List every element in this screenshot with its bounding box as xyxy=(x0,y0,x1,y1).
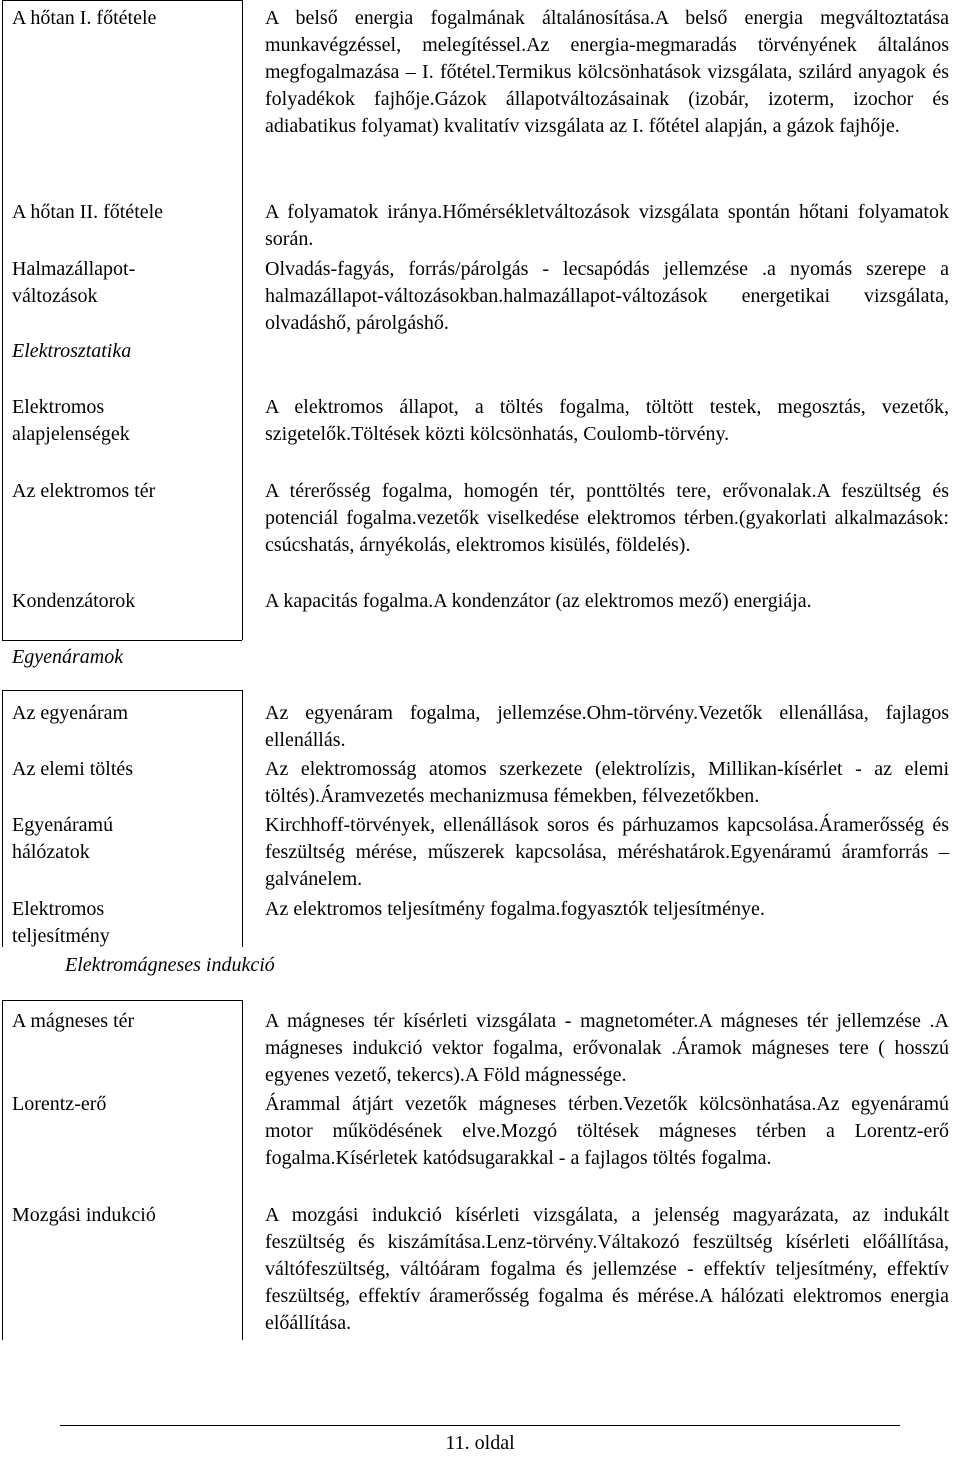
row-label: Az elektromos tér xyxy=(12,480,156,502)
row-text: A belső energia fogalmának általánosítása.A belső energia megváltoztatása munkavégzéssel, melegítéssel.Az energia-megmaradás törvényének általános megfogalmazása – I. főtétel.Termikus kölcsönhatások vizsgálata, szilárd anyagok és folyadékok fajhője.Gázok állapotváltozásainak (izobár, izoterm, izochor és adiabatikus folyamat) kvalitatív vizsgálata az I. főtétel alapján, a gázok fajhője. xyxy=(265,7,949,137)
table-section-top xyxy=(2,690,242,691)
row-text: A mágneses tér kísérleti vizsgálata - magnetométer.A mágneses tér jellemzése .A mágneses indukció vektor fogalma, erővonalak .Áramok mágneses tere ( hosszú egyenes vezető, tekercs).A Föld mágnessége. xyxy=(265,1010,949,1086)
table-bottom-border xyxy=(2,640,242,641)
section-heading: Egyenáramok xyxy=(12,646,124,668)
row-label: Lorentz-erő xyxy=(12,1093,107,1115)
row-text: A mozgási indukció kísérleti vizsgálata, a jelenség magyarázata, az indukált feszültség és kiszámítása.Lenz-törvény.Váltakozó feszültség kísérleti előállítása, váltófeszültség, váltóáram fogalma és jellemzése - effektív teljesítmény, effektív feszültség, effektív áramerősség fogalma és mérése.A hálózati elektromos energia előállítása. xyxy=(265,1204,949,1334)
table-section-top-3 xyxy=(2,1000,242,1001)
row-label: Kondenzátorok xyxy=(12,590,136,612)
row-text: Az elektromos teljesítmény fogalma.fogyasztók teljesítménye. xyxy=(265,898,765,920)
row-text: A térerősség fogalma, homogén tér, ponttöltés tere, erővonalak.A feszültség és potenciál fogalma.vezetők viselkedése elektromos térben.(gyakorlati alkalmazások: csúcshatás, árnyékolás, elektromos kisülés, földelés). xyxy=(265,480,949,556)
row-text: A elektromos állapot, a töltés fogalma, töltött testek, megosztás, vezetők, szigetelők.Töltések közti kölcsönhatás, Coulomb-törvény. xyxy=(265,396,949,445)
table-column-divider-3 xyxy=(242,1000,243,1340)
row-text: Olvadás-fagyás, forrás/párolgás - lecsapódás jellemzése .a nyomás szerepe a halmazállapot-változásokban.halmazállapot-változások energetikai vizsgálata, olvadáshő, párolgáshő. xyxy=(265,258,949,334)
table-top-border xyxy=(2,0,242,1)
table-left-border-3 xyxy=(2,1000,3,1340)
table-column-divider-2 xyxy=(242,690,243,947)
row-text: A kapacitás fogalma.A kondenzátor (az elektromos mező) energiája. xyxy=(265,590,812,612)
row-label: Halmazállapot-változások xyxy=(12,258,136,307)
row-label: Elektromos teljesítmény xyxy=(12,898,110,947)
row-label: Elektromos alapjelenségek xyxy=(12,396,130,445)
row-label: A hőtan II. főtétele xyxy=(12,201,164,223)
row-label: Egyenáramú hálózatok xyxy=(12,814,114,863)
row-text: A folyamatok iránya.Hőmérsékletváltozások vizsgálata spontán hőtani folyamatok során. xyxy=(265,201,949,250)
row-label: Az egyenáram xyxy=(12,702,129,724)
row-text: Árammal átjárt vezetők mágneses térben.Vezetők kölcsönhatása.Az egyenáramú motor működésének elve.Mozgó töltések mágneses térben a Lorentz-erő fogalma.Kísérletek katódsugarakkal - a fajlagos töltés fogalma. xyxy=(265,1093,949,1169)
row-label: Az elemi töltés xyxy=(12,758,134,780)
row-label: A hőtan I. főtétele xyxy=(12,7,157,29)
row-label: Mozgási indukció xyxy=(12,1204,156,1226)
section-heading: Elektrosztatika xyxy=(12,340,132,362)
row-text: Kirchhoff-törvények, ellenállások soros és párhuzamos kapcsolása.Áramerősség és feszültség mérése, műszerek kapcsolása, méréshatárok.Egyenáramú áramforrás – galvánelem. xyxy=(265,814,949,890)
table-left-border xyxy=(2,0,3,640)
section-heading: Elektromágneses indukció xyxy=(65,954,275,976)
table-left-border-2 xyxy=(2,690,3,947)
page-number: 11. oldal xyxy=(445,1432,515,1454)
row-label: A mágneses tér xyxy=(12,1010,135,1032)
footer-rule xyxy=(60,1425,900,1426)
row-text: Az egyenáram fogalma, jellemzése.Ohm-törvény.Vezetők ellenállása, fajlagos ellenállás. xyxy=(265,702,949,751)
row-text: Az elektromosság atomos szerkezete (elektrolízis, Millikan-kísérlet - az elemi töltés).Áramvezetés mechanizmusa fémekben, félvezetőkben. xyxy=(265,758,949,807)
table-column-divider xyxy=(242,0,243,640)
